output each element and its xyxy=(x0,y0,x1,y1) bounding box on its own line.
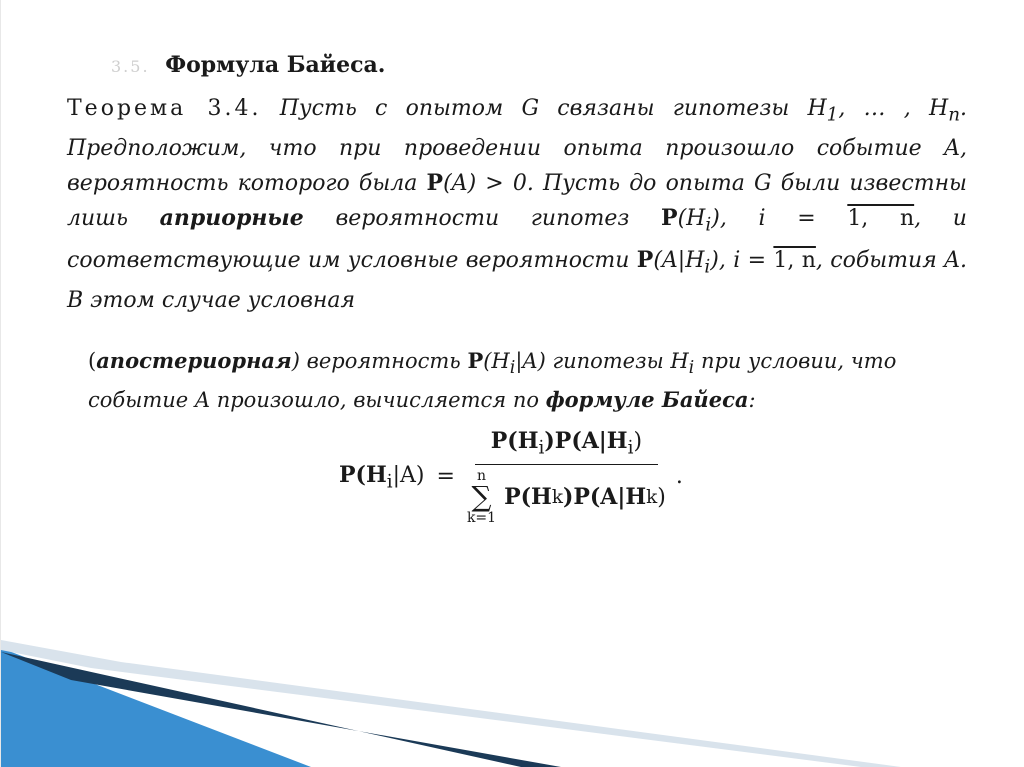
para-fragment: : xyxy=(748,388,756,413)
theorem-fragment: , … , H xyxy=(838,96,949,121)
subscript: i xyxy=(627,437,634,459)
prob-symbol: P xyxy=(426,170,444,197)
term-aposteriori: апостериорная xyxy=(96,348,292,373)
formula-lhs xyxy=(339,462,425,492)
theorem-fragment: , и соответствующие им условные вероятности xyxy=(67,206,967,273)
subscript: i xyxy=(538,437,545,459)
sum-upper-limit: n xyxy=(477,468,487,485)
formula-text: )P(A|H xyxy=(562,484,647,511)
theorem-text xyxy=(67,92,967,318)
fraction xyxy=(467,428,666,525)
ribbon-blue xyxy=(1,648,311,767)
section-heading xyxy=(111,52,385,78)
subscript: k xyxy=(551,486,563,508)
posterior-paragraph xyxy=(88,345,983,416)
subscript: i xyxy=(688,358,695,379)
numerator xyxy=(475,428,658,465)
prob-symbol: P xyxy=(467,348,484,373)
para-fragment: при условии, что событие A произошло, вычисляется по xyxy=(88,349,897,413)
para-fragment: (H xyxy=(483,349,510,373)
formula-text: P(H xyxy=(490,428,539,454)
theorem-fragment: , события A. В этом случае условная xyxy=(67,247,967,314)
subscript: k xyxy=(646,486,658,508)
ribbon-dark xyxy=(1,652,561,767)
prob-symbol: P xyxy=(661,205,678,232)
paren: ( xyxy=(88,349,97,373)
index-range: 1, n xyxy=(847,206,915,232)
section-number: 3.5. xyxy=(111,57,150,76)
subscript: i xyxy=(704,256,711,278)
subscript: i xyxy=(386,470,393,492)
ribbon-light xyxy=(1,640,901,767)
formula-text: ) xyxy=(657,484,666,510)
para-fragment: |A) гипотезы H xyxy=(515,349,689,373)
theorem-fragment: (A|H xyxy=(653,247,705,273)
theorem-fragment: ), i = xyxy=(711,206,816,232)
subscript: n xyxy=(948,104,961,126)
theorem-label: Теорема 3.4. xyxy=(67,96,262,121)
section-title: Формула Байеса. xyxy=(165,52,386,78)
theorem-fragment: вероятности гипотез xyxy=(335,206,630,232)
bayes-formula xyxy=(339,428,683,525)
term-apriori: априорные xyxy=(159,205,304,232)
para-fragment: ) вероятность xyxy=(291,349,461,373)
theorem-fragment: ), i = xyxy=(710,247,767,273)
formula-text: P(H xyxy=(504,484,552,511)
formula-text: )P(A|H xyxy=(544,428,628,454)
theorem-fragment: Пусть с опытом G связаны гипотезы xyxy=(279,96,790,121)
subscript: i xyxy=(509,358,516,379)
sigma-symbol: ∑ xyxy=(471,480,492,514)
theorem-fragment: . Предположим, что при проведении опыта произошло событие A, вероятность которого была xyxy=(67,96,968,197)
denominator xyxy=(467,465,666,525)
subscript: 1 xyxy=(826,104,839,126)
theorem-fragment: H xyxy=(807,96,827,121)
summation xyxy=(467,469,496,525)
equals-sign: = xyxy=(436,464,455,490)
index-range: 1, n xyxy=(773,247,816,273)
subscript: i xyxy=(705,214,712,236)
theorem-fragment: (A) > 0. Пусть до опыта G были известны лишь xyxy=(67,171,967,232)
prob-symbol: P xyxy=(636,246,654,273)
formula-text: P(H xyxy=(339,461,387,488)
formula-text: ) xyxy=(633,429,643,454)
theorem-fragment: (H xyxy=(677,206,706,232)
formula-text: |A) xyxy=(392,462,425,488)
sum-lower-limit: k=1 xyxy=(466,510,497,527)
formula-period: . xyxy=(675,464,683,490)
term-bayes-formula: формуле Байеса xyxy=(545,387,749,413)
